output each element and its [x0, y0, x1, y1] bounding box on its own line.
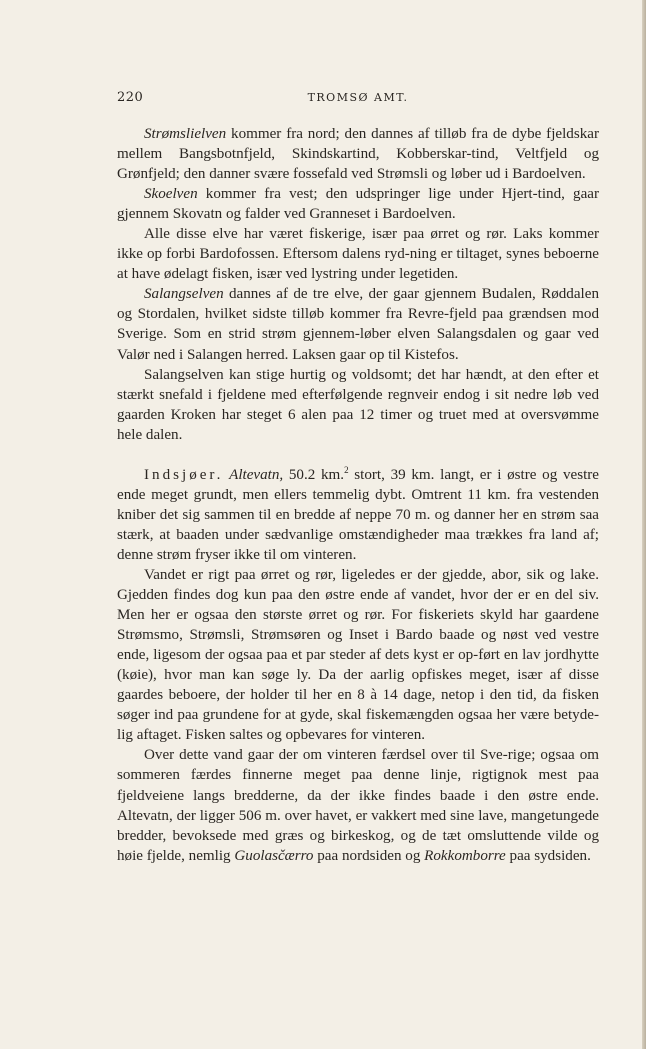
- page-header: [117, 90, 599, 110]
- paragraph-indsjoer: [117, 465, 599, 565]
- paragraph-text: Alle disse elve har været fiskerige, især paa ørret og rør. Laks kommer ikke op forbi Bardofossen. Eftersom dalens ryd-ning er tiltaget, synes beboerne at have ødelagt fisken, især ved lystring under legetiden.: [117, 226, 599, 283]
- paragraph-text: stort, 39 km. langt, er i østre og vestre ende meget grundt, men ellers temmelig dybt. Omtrent 11 km. fra vestenden kniber det sig sammen til en bredde af neppe 70 m. og danner her en strøm saa stærk, at baaden under sædvanlige omstændigheder maa trækkes fra land af; denne strøm fryser ikke til om vinteren.: [117, 466, 599, 563]
- paragraph-text: kommer fra nord; den dannes af tilløb fra de dybe fjeldskar mellem Bangsbotnfjeld, Skindskartind, Kobberskar-tind, Veltfjeld og Grønfjeld; den danner svære fossefald ved Strømsli og løber ud i Bardoelven.: [117, 126, 599, 183]
- paragraph-skoelven: [117, 184, 599, 224]
- section-heading: Indsjøer.: [144, 466, 224, 483]
- paragraph-text: Vandet er rigt paa ørret og rør, ligeledes er der gjedde, abor, sik og lake. Gjedden findes dog kun paa den østre ende af vandet, hvor der er en del siv. Men her er ogsaa den største ørret og rør. For fiskeriets skyld har gaardene Strømsmo, Strømsli, Strømsøren og Inset i Bardo baade og nøst ved vestre ende, ligesom der ogsaa paa et par steder af dets kyst er op-ført en lav jordhytte (køie), hvor man kan søge ly. Da der aarlig opfiskes meget, især af disse gaardes beboere, der holder til her en 8 à 14 dage, netop i den tid, da fisken søger ind paa grundene for at gyde, skal fiskemængden ogsaa her være betyde-lig aftaget. Fisken saltes og opbevares for vinteren.: [117, 566, 599, 744]
- river-name: Skoelven: [144, 186, 198, 203]
- paragraph-text: kommer fra vest; den udspringer lige under Hjert-tind, gaar gjennem Skovatn og falder ved Granneset i Bardoelven.: [117, 186, 599, 223]
- paragraph-fishing: [117, 224, 599, 284]
- superscript: 2: [344, 464, 349, 475]
- lake-area: 50.2 km.: [283, 466, 345, 483]
- body-text: [117, 124, 599, 866]
- paragraph-flood: [117, 365, 599, 445]
- page-edge: [642, 0, 646, 1049]
- river-name: Salangselven: [144, 286, 224, 303]
- page-number: 220: [117, 90, 144, 105]
- running-head: TROMSØ AMT.: [307, 91, 409, 104]
- lake-name: Altevatn,: [229, 466, 284, 483]
- river-name: Strømslielven: [144, 126, 227, 142]
- mountain-name: Rokkomborre: [424, 847, 506, 864]
- paragraph-text: paa nordsiden og: [313, 847, 425, 864]
- paragraph-fish-species: [117, 565, 599, 745]
- paragraph-text: Salangselven kan stige hurtig og voldsomt; det har hændt, at den efter et stærkt snefald i fjeldene med efterfølgende regnveir endog i sit nedre løb ved gaarden Kroken har steget 6 alen paa 12 timer og truet med at oversvømme hele dalen.: [117, 366, 599, 443]
- mountain-name: Guolasčærro: [234, 847, 314, 864]
- paragraph-salangselven: [117, 284, 599, 364]
- paragraph-text: Over dette vand gaar der om vinteren færdsel over til Sve-rige; ogsaa om sommeren færdes finnerne meget paa denne linje, rigtignok mest paa fjeldveiene langs bredderne, da der ikke findes baade i den østre ende. Altevatn, der ligger 506 m. over havet, er vakkert med sine lave, mangetungede bredder, bevoksede med græs og birkeskog, og de tæt omsluttende vilde og høie fjelde, nemlig: [117, 747, 599, 864]
- paragraph-stromslielven: [117, 124, 599, 184]
- paragraph-text: paa sydsiden.: [505, 847, 591, 864]
- paragraph-traffic: [117, 745, 599, 865]
- paragraph-text: dannes af de tre elve, der gaar gjennem Budalen, Røddalen og Stordalen, hvilket sidste tilløb kommer fra Revre-fjeld paa grændsen mod Sverige. Som en strid strøm gjennem-løber elven Salangsdalen og gaar ved Valør ned i Salangen herred. Laksen gaar op til Kistefos.: [117, 286, 599, 363]
